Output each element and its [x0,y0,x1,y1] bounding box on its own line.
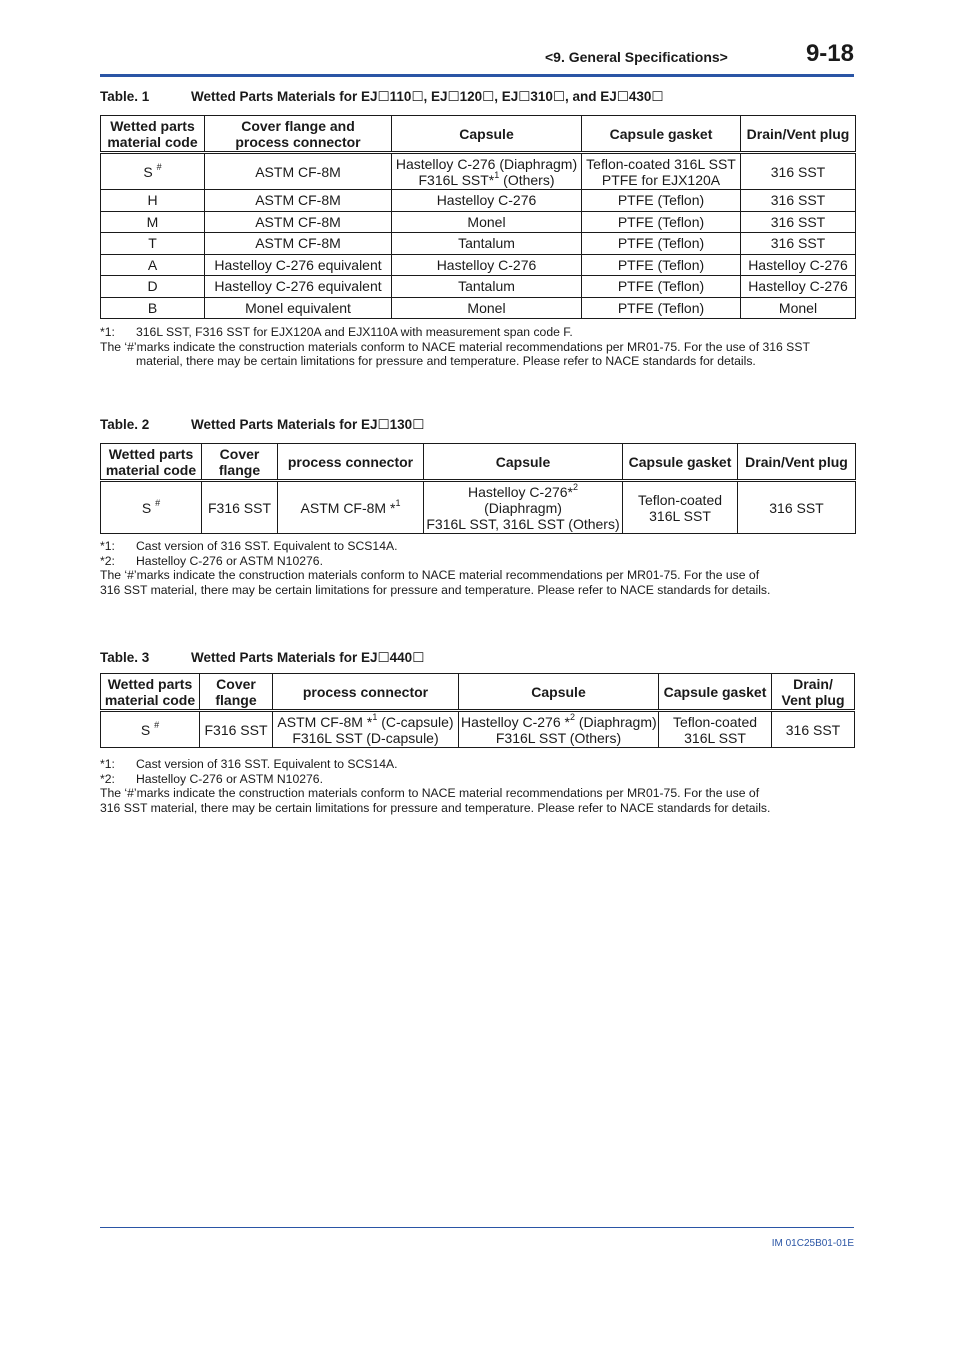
table2-header-row [101,444,856,481]
table-row [101,211,856,233]
drain-cell: 316 SST [738,481,856,534]
table3-header-drain: Drain/ Vent plug [772,674,855,711]
capsule-cell: Tantalum [392,233,582,255]
table-row [101,711,855,748]
table-row [101,153,856,190]
flange-cell: ASTM CF-8M [205,233,392,255]
table-row [101,254,856,276]
drain-cell: 316 SST [741,190,856,212]
flange-cell: Monel equivalent [205,297,392,319]
nace-note-continued: 316 SST material, there may be certain limitations for pressure and temperature. Please refer to NACE standards for details. [100,800,771,815]
table1-header-row [101,116,856,153]
table2-caption [100,417,424,433]
table3-notes [100,757,860,815]
table3-header-row [101,674,855,711]
gasket-cell: PTFE (Teflon) [582,190,741,212]
material-code-cell: H [101,190,205,212]
page-number: 9-18 [805,40,854,67]
table3-title: Wetted Parts Materials for EJ☐440☐ [191,650,425,665]
footnote: *1: Cast version of 316 SST. Equivalent to SCS14A. [100,757,398,771]
material-code-cell: B [101,297,205,319]
table1-title: Wetted Parts Materials for EJ☐110☐, EJ☐120☐, EJ☐310☐, and EJ☐430☐ [191,89,664,104]
drain-cell: 316 SST [772,711,855,748]
flange-cell: Hastelloy C-276 equivalent [205,276,392,298]
table1-header-code: Wetted parts material code [101,116,205,153]
capsule-cell: Monel [392,211,582,233]
gasket-cell: PTFE (Teflon) [582,233,741,255]
nace-note: The ‘#’marks indicate the construction materials conform to NACE material recommendations per MR01-75. For the use of 316 SST [100,339,810,354]
table1-header-capsule: Capsule [392,116,582,153]
table2-header-code: Wetted parts material code [101,444,202,481]
table3-header-gasket: Capsule gasket [659,674,772,711]
table3-header-flange: Cover flange [200,674,273,711]
gasket-cell: Teflon-coated 316L SST PTFE for EJX120A [582,153,741,190]
material-code-cell: D [101,276,205,298]
material-code-cell: T [101,233,205,255]
flange-cell: Hastelloy C-276 equivalent [205,254,392,276]
drain-cell: Hastelloy C-276 [741,254,856,276]
document-code: IM 01C25B01-01E [771,1238,854,1249]
table1-header-flange: Cover flange and process connector [205,116,392,153]
capsule-cell: Monel [392,297,582,319]
capsule-cell: Hastelloy C-276 [392,190,582,212]
table1-caption [100,89,664,105]
table3-header-code: Wetted parts material code [101,674,200,711]
table3-label: Table. 3 [100,650,150,665]
flange-cell: F316 SST [202,481,278,534]
nace-note: The ‘#’marks indicate the construction materials conform to NACE material recommendations per MR01-75. For the use of [100,786,760,801]
table2-header-flange: Cover flange [202,444,278,481]
table-row [101,190,856,212]
flange-cell: ASTM CF-8M [205,211,392,233]
connector-cell: ASTM CF-8M *$^1$ [278,481,424,534]
material-code-cell: S # [101,153,205,190]
gasket-cell: Teflon-coated 316L SST [623,481,738,534]
capsule-cell: Hastelloy C-276*$^2$ (Diaphragm) F316L SST, 316L SST (Others) [424,481,623,534]
table-row [101,481,856,534]
table3-header-connector: process connector [273,674,459,711]
table1-header-drain: Drain/Vent plug [741,116,856,153]
connector-cell: ASTM CF-8M *$^1$ (C-capsule) F316L SST (D-capsule) [273,711,459,748]
table1-notes [100,325,860,369]
capsule-cell: Hastelloy C-276 [392,254,582,276]
drain-cell: 316 SST [741,233,856,255]
gasket-cell: PTFE (Teflon) [582,276,741,298]
nace-note-continued: 316 SST material, there may be certain limitations for pressure and temperature. Please refer to NACE standards for details. [100,582,771,597]
footnote: *1: Cast version of 316 SST. Equivalent to SCS14A. [100,539,398,553]
flange-cell: ASTM CF-8M [205,153,392,190]
section-header: <9. General Specifications> [545,49,728,65]
capsule-cell: Hastelloy C-276 (Diaphragm) F316L SST*$^1$ (Others) [392,153,582,190]
table3 [100,673,855,748]
table3-caption [100,650,424,666]
table2-label: Table. 2 [100,417,150,432]
material-code-cell: M [101,211,205,233]
drain-cell: 316 SST [741,211,856,233]
table2-header-gasket: Capsule gasket [623,444,738,481]
table2-header-capsule: Capsule [424,444,623,481]
capsule-cell: Tantalum [392,276,582,298]
table2-header-drain: Drain/Vent plug [738,444,856,481]
table2-title: Wetted Parts Materials for EJ☐130☐ [191,417,425,432]
table2-notes [100,539,860,597]
capsule-cell: Hastelloy C-276 *$^2$ (Diaphragm) F316L SST (Others) [459,711,659,748]
footnote: *1: 316L SST, F316 SST for EJX120A and EJX110A with measurement span code F. [100,325,573,339]
flange-cell: ASTM CF-8M [205,190,392,212]
table1-header-gasket: Capsule gasket [582,116,741,153]
nace-note-continued: material, there may be certain limitations for pressure and temperature. Please refer to NACE standards for details. [136,354,756,369]
table2-header-connector: process connector [278,444,424,481]
nace-note: The ‘#’marks indicate the construction materials conform to NACE material recommendations per MR01-75. For the use of [100,568,760,583]
gasket-cell: Teflon-coated 316L SST [659,711,772,748]
drain-cell: 316 SST [741,153,856,190]
table2 [100,443,856,534]
gasket-cell: PTFE (Teflon) [582,254,741,276]
flange-cell: F316 SST [200,711,273,748]
table1 [100,115,856,319]
drain-cell: Hastelloy C-276 [741,276,856,298]
table1-label: Table. 1 [100,89,150,104]
table-row [101,297,856,319]
material-code-cell: S # [101,481,202,534]
table-row [101,276,856,298]
material-code-cell: S # [101,711,200,748]
header-rule [100,74,854,77]
gasket-cell: PTFE (Teflon) [582,297,741,319]
table-row [101,233,856,255]
material-code-cell: A [101,254,205,276]
drain-cell: Monel [741,297,856,319]
footnote: *2: Hastelloy C-276 or ASTM N10276. [100,553,323,568]
footer-rule [100,1227,854,1228]
footnote: *2: Hastelloy C-276 or ASTM N10276. [100,771,323,786]
gasket-cell: PTFE (Teflon) [582,211,741,233]
table3-header-capsule: Capsule [459,674,659,711]
